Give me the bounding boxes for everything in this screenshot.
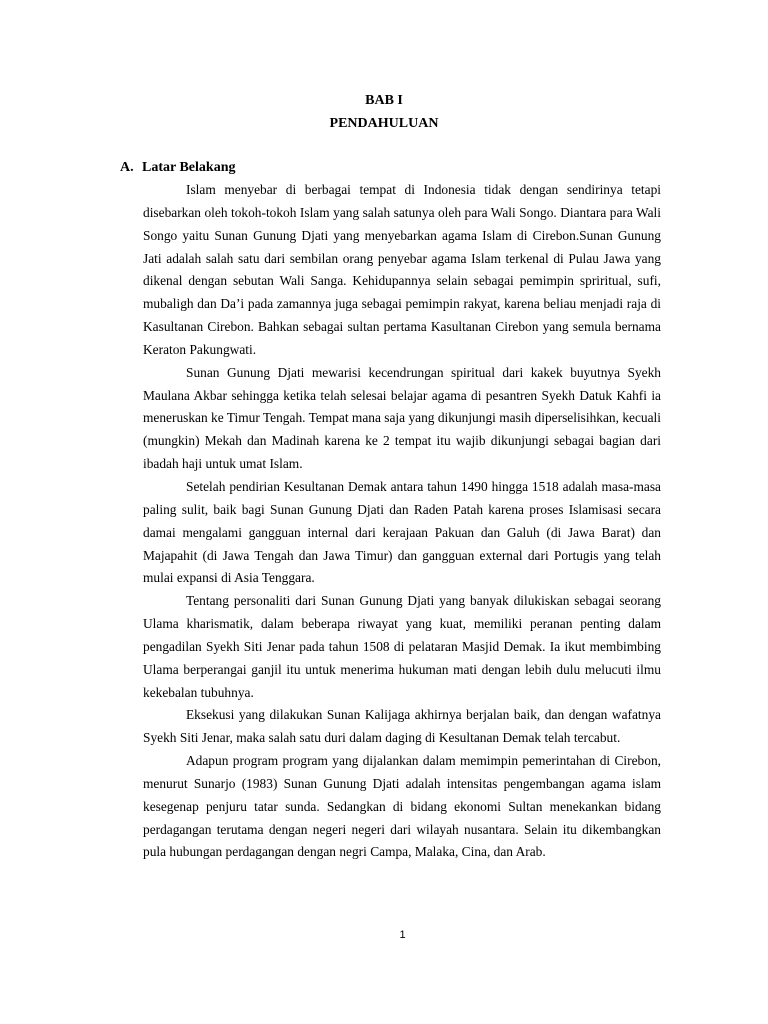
body-text [143,179,661,864]
section-title: Latar Belakang [142,160,236,175]
chapter-title: PENDAHULUAN [329,116,439,131]
section-heading [120,160,235,176]
section-marker: A. [120,160,134,175]
paragraph: Adapun program program yang dijalankan dalam memimpin pemerintahan di Cirebon, menurut Sunarjo (1983) Sunan Gunung Djati adalah intensitas pengembangan agama islam kesegenap penjuru tatar sunda. Sedangkan di bidang ekonomi Sultan menekankan bidang perdagangan terutama dengan negeri negeri dari wilayah nusantara. Selain itu dikembangkan pula hubungan perdagangan dengan negri Campa, Malaka, Cina, dan Arab. [143,753,661,860]
paragraph: Eksekusi yang dilakukan Sunan Kalijaga akhirnya berjalan baik, dan dengan wafatnya Syekh Siti Jenar, maka salah satu duri dalam daging di Kesultanan Demak telah tercabut. [143,707,661,746]
paragraph: Sunan Gunung Djati mewarisi kecendrungan spiritual dari kakek buyutnya Syekh Maulana Akbar sehingga ketika telah selesai belajar agama di pesantren Syekh Datuk Kahfi ia meneruskan ke Timur Tengah. Tempat mana saja yang dikunjungi masih diperselisihkan, kecuali (mungkin) Mekah dan Madinah karena ke 2 tempat itu wajib dikunjungi sebagai bagian dari ibadah haji untuk umat Islam. [143,364,661,472]
paragraph: Tentang personaliti dari Sunan Gunung Djati yang banyak dilukiskan sebagai seorang Ulama kharismatik, dalam beberapa riwayat yang kuat, memiliki peranan penting dalam pengadilan Syekh Siti Jenar pada tahun 1508 di pelataran Masjid Demak. Ia ikut membimbing Ulama berperangai ganjil itu untuk menerima hukuman mati dengan lebih dulu melucuti ilmu kekebalan tubuhnya. [143,593,661,700]
paragraph: Islam menyebar di berbagai tempat di Indonesia tidak dengan sendirinya tetapi disebarkan oleh tokoh-tokoh Islam yang salah satunya oleh para Wali Songo. Diantara para Wali Songo yaitu Sunan Gunung Djati yang menyebarkan agama Islam di Cirebon.Sunan Gunung Jati adalah salah satu dari sembilan orang penyebar agama Islam terkenal di Pulau Jawa yang dikenal dengan sebutan Wali Sanga. Kehidupannya selain sebagai pemimpin spriritual, sufi, mubaligh dan Da’i pada zamannya juga sebagai pemimpin rakyat, karena beliau menjadi raja di Kasultanan Cirebon. Bahkan sebagai sultan pertama Kasultanan Cirebon yang semula bernama Keraton Pakungwati. [143,182,661,357]
chapter-number: BAB I [365,93,403,108]
page-number: 1 [399,929,406,941]
paragraph: Setelah pendirian Kesultanan Demak antara tahun 1490 hingga 1518 adalah masa-masa paling sulit, baik bagi Sunan Gunung Djati dan Raden Patah karena proses Islamisasi secara damai mengalami gangguan internal dari kerajaan Pakuan dan Galuh (di Jawa Barat) dan Majapahit (di Jawa Tengah dan Jawa Timur) dan gangguan external dari Portugis yang telah mulai expansi di Asia Tenggara. [143,478,661,586]
